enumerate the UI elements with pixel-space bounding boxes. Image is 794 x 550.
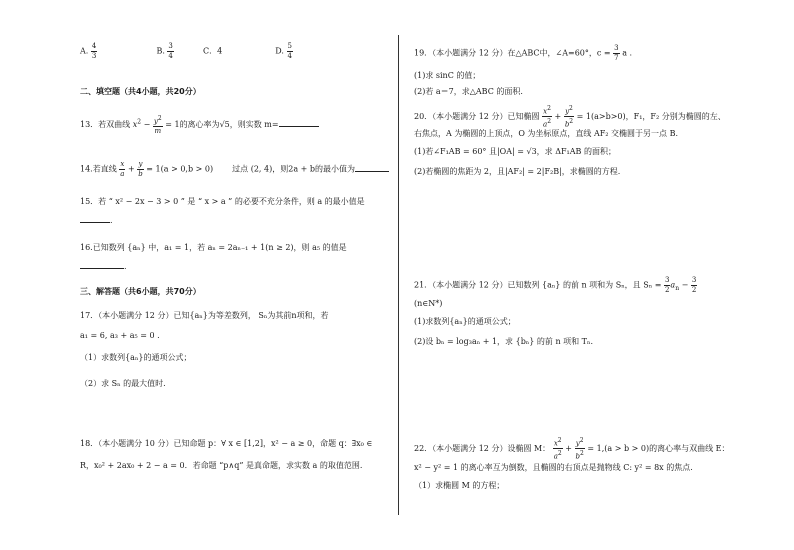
question-16-line2: .	[80, 260, 127, 273]
question-18-line2: R，x₀² + 2ax₀ + 2 − a = 0．若命题 “p∧q” 是真命题，求实数 a 的取值范围.	[80, 461, 363, 470]
question-14: 14.若直线 $\frac{x}{a}$ + $\frac{y}{b}$ = 1(a > 0,b > 0) 过点 (2, 4)，则2a + b的最小值为	[80, 160, 389, 179]
option-d-fraction: $\frac{5}{4}$	[287, 42, 292, 60]
option-b-fraction: $\frac{3}{4}$	[168, 42, 173, 60]
answer-blank-16[interactable]	[80, 260, 124, 269]
question-15-line1: 15．若 “ x² − 2x − 3 > 0 ” 是 “ x > a ” 的必要不充分条件，则 a 的最小值是	[80, 197, 365, 206]
answer-options-row	[80, 42, 293, 61]
answer-blank-14[interactable]	[355, 163, 389, 172]
option-d-label: D.	[275, 46, 284, 56]
option-a-label: A.	[80, 46, 89, 56]
question-17-line2: a₁ = 6, a₃ + a₅ = 0 .	[80, 331, 160, 340]
question-20-part1: (1)若∠F₁AB = 60° 且|OA| = √3，求 ΔF₁AB 的面积；	[414, 147, 616, 156]
question-17-part1: （1）求数列{aₙ}的通项公式；	[80, 353, 192, 362]
question-19-part1: (1)求 sinC 的值；	[414, 71, 481, 80]
question-22-line1: 22．（本小题满分 12 分）设椭圆 M： $\frac{x^2}{a^2}$ + $\frac{y^2}{b^2}$ = 1,(a > b > 0)的离心率与双曲线 E：	[414, 437, 730, 461]
question-13: 13．若双曲线 $x^2$ − $\frac{y^2}{m}$ = 1的离心率为√5，则实数 m=	[80, 114, 319, 136]
option-a-fraction: $\frac{4}{3}$	[91, 42, 97, 60]
question-20-part2: (2)若椭圆的焦距为 2，且|AF₂| = 2|F₂B|，求椭圆的方程.	[414, 167, 621, 176]
section-solve-title: 三、解答题（共6小题，共70分）	[80, 287, 201, 296]
question-21-line2: (n∈N*)	[414, 299, 443, 308]
question-22-part1: （1）求椭圆 M 的方程；	[414, 481, 505, 490]
question-19-part2: (2)若 a＝7，求△ABC 的面积.	[414, 87, 523, 96]
column-divider	[398, 35, 399, 515]
question-22-line2: x² − y² = 1 的离心率互为倒数，且椭圆的右顶点是抛物线 C: y² = 8x 的焦点.	[414, 463, 693, 472]
answer-blank-13[interactable]	[279, 118, 319, 127]
answer-blank-15[interactable]	[80, 214, 110, 223]
question-21-part2: (2)设 bₙ = log₃aₙ + 1，求 {bₙ} 的前 n 项和 Tₙ.	[414, 337, 594, 346]
question-17-part2: （2）求 Sₙ 的最大值时.	[80, 379, 166, 388]
question-16-line1: 16.已知数列 {aₙ} 中，a₁ = 1，若 aₙ = 2aₙ₋₁ + 1(n ≥ 2)，则 a₅ 的值是	[80, 243, 347, 252]
question-21-line1: 21．（本小题满分 12 分）已知数列 {aₙ} 的前 n 项和为 Sₙ，且 Sₙ = $\frac{3}{2}$ $a_n$ − $\frac{3}{2}$	[414, 276, 697, 294]
question-20-line1: 20．（本小题满分 12 分）已知椭圆 $\frac{x^2}{a^2}$ + $\frac{y^2}{b^2}$ = 1(a>b>0)，F₁，F₂ 分别为椭圆的左、	[414, 105, 726, 129]
question-18-line1: 18．（本小题满分 10 分）已知命题 p：∀ x ∈ [1,2]，x² − a ≥ 0，命题 q：∃x₀ ∈	[80, 439, 373, 448]
option-c: C．4	[202, 46, 223, 56]
question-17-line1: 17．（本小题满分 12 分）已知{aₙ}为等差数列， Sₙ为其前n项和，若	[80, 311, 329, 320]
question-15-line2: .	[80, 214, 113, 227]
option-b-label: B.	[156, 46, 165, 56]
section-fill-in-title: 二、填空题（共4小题，共20分）	[80, 87, 201, 96]
question-20-line2: 右焦点，A 为椭圆的上顶点，O 为坐标原点，直线 AF₂ 交椭圆于另一点 B.	[414, 129, 679, 138]
question-19-line1: 19．（本小题满分 12 分）在△ABC中，∠A=60°，c = $\frac{3}{7}$ a .	[414, 44, 633, 62]
right-column	[400, 0, 794, 550]
question-21-part1: (1)求数列{aₙ}的通项公式；	[414, 317, 516, 326]
